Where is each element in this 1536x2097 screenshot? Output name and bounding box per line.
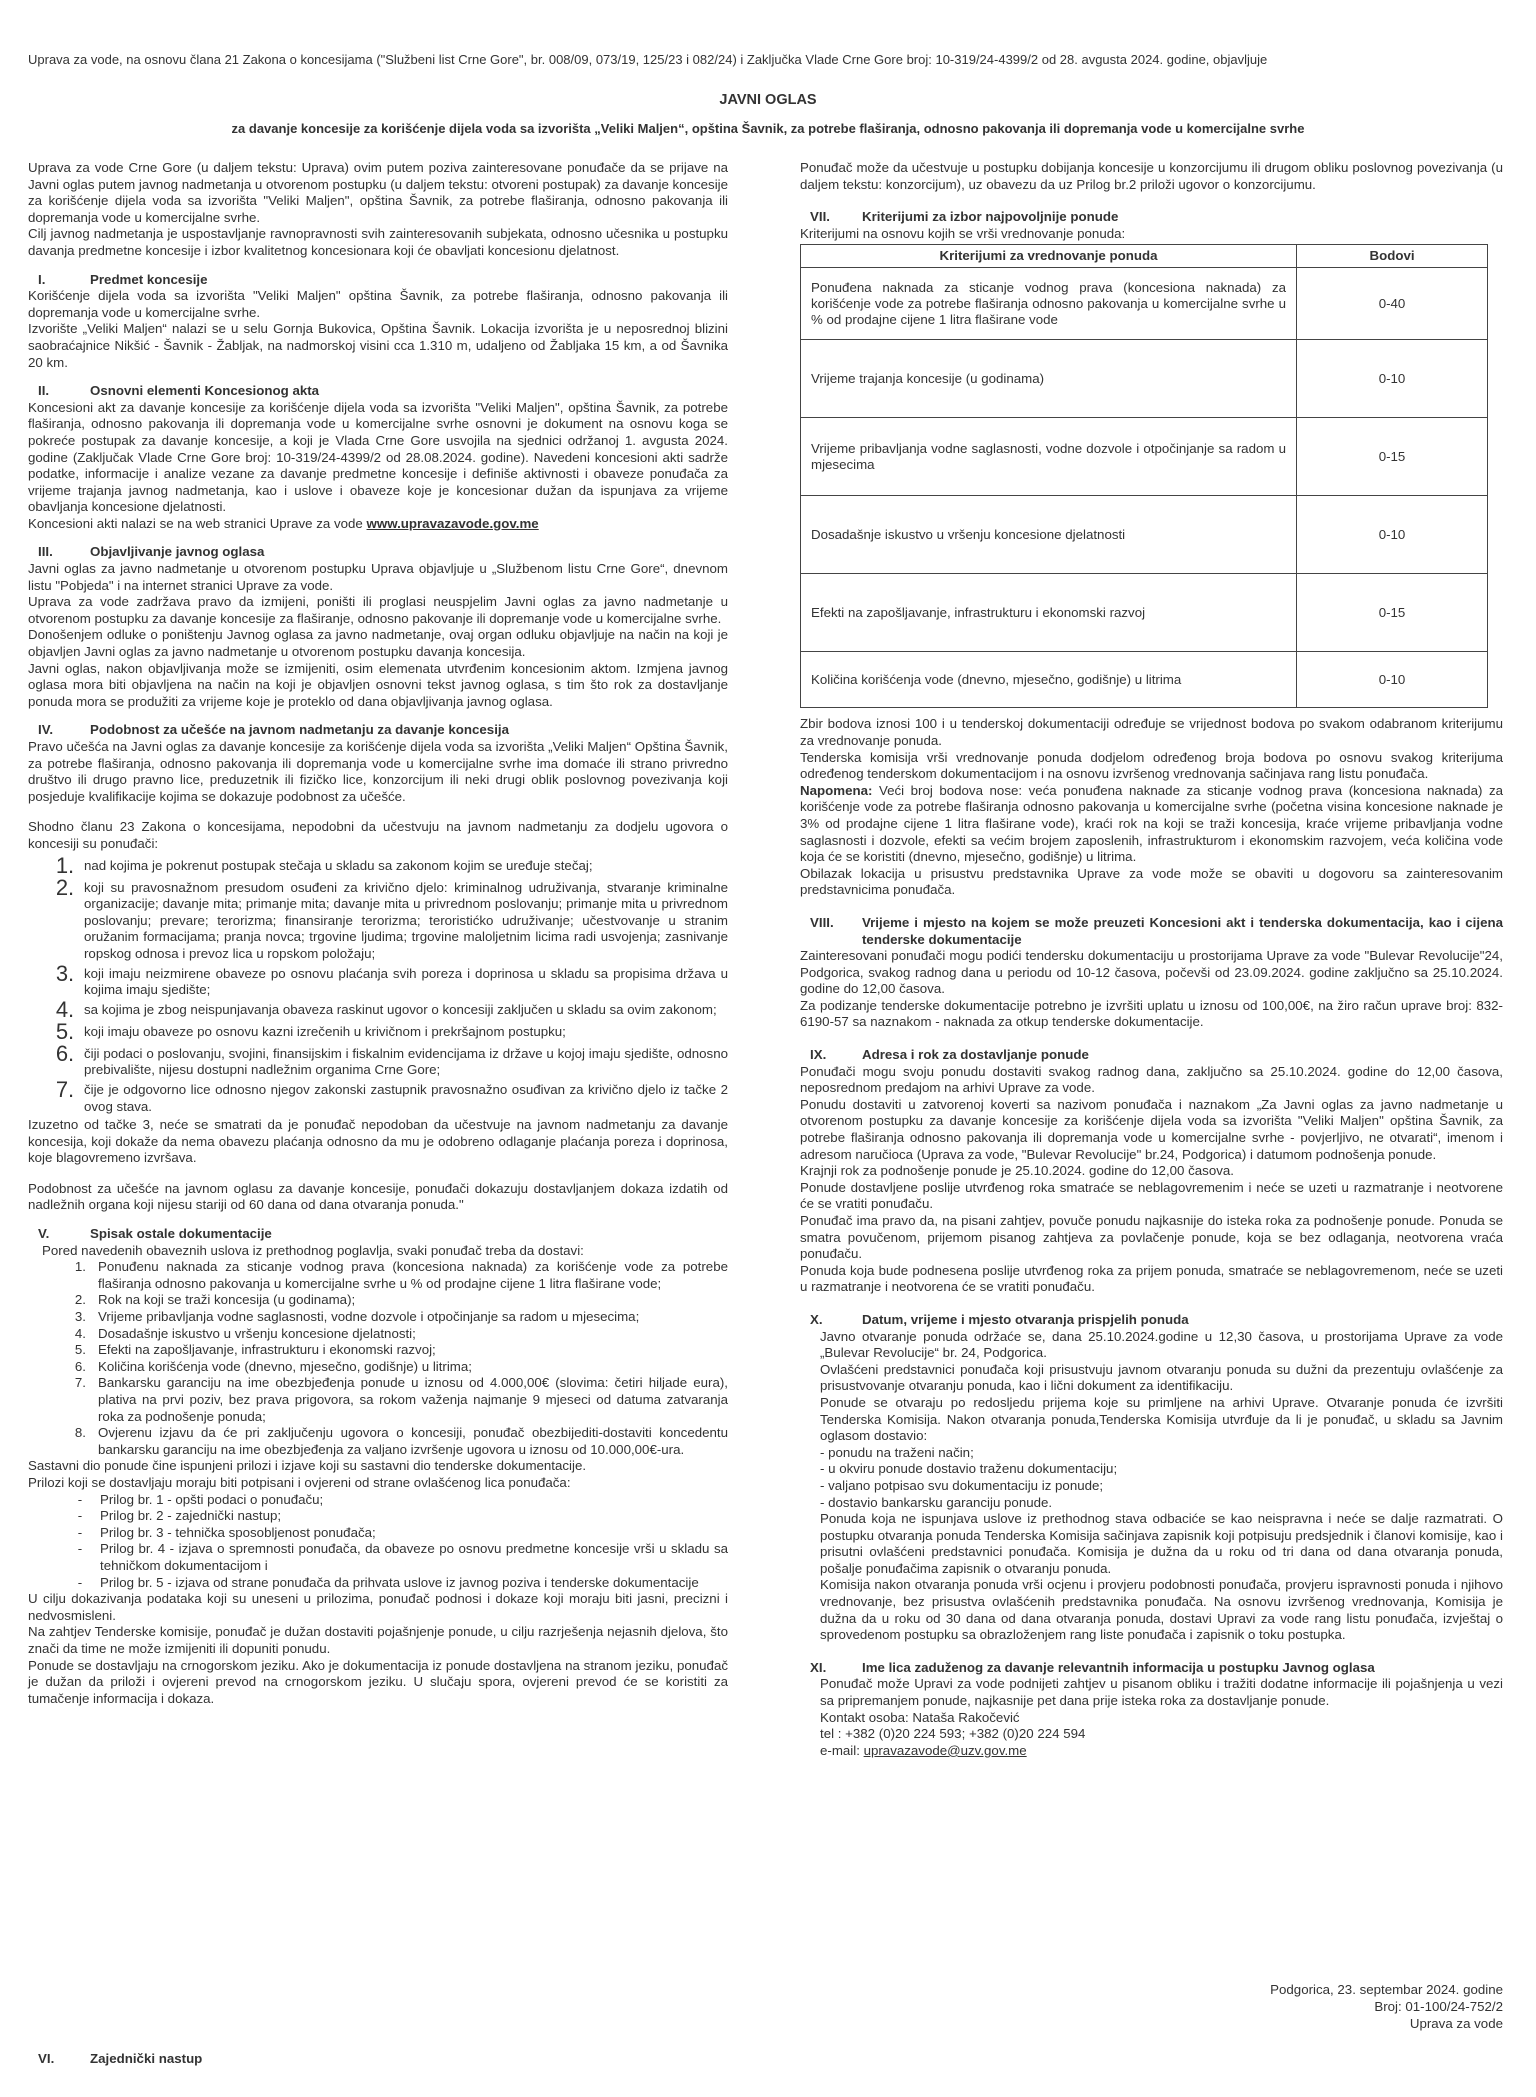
table-row bbox=[801, 496, 1488, 574]
list-item bbox=[28, 1575, 728, 1592]
paragraph: Uprava za vode Crne Gore (u daljem tekstu: Uprava) ovim putem poziva zainteresovane ponuđače da se prijave na Javni oglas putem javnog nadmetanja u otvorenom postupku (u daljem tekstu: otvoreni postupak) za davanje koncesije za korišćenje dijela voda sa izvorišta "Veliki Maljen", opština Šavnik, za potrebe flaširanja, odnosno pakovanja ili dopremanja vode u komercijalne svrhe. bbox=[28, 160, 728, 225]
item-number: 3. bbox=[55, 960, 75, 986]
section-title: Osnovni elementi Koncesionog akta bbox=[90, 383, 320, 399]
item-text: Prilog br. 1 - opšti podaci o ponuđaču; bbox=[100, 1491, 324, 1507]
paragraph: Ponuda koja bude podnesena poslije utvrđenog roka za prijem ponuda, smatraće se neblagovremenom, neće se uzeti u razmatranje i neotvorena će se vratiti ponuđaču. bbox=[800, 1262, 1503, 1295]
section-number: VII. bbox=[810, 209, 830, 225]
item-text: koji imaju obaveze po osnovu kazni izrečenih u krivičnom i prekršajnom postupku; bbox=[84, 1023, 566, 1039]
criteria-table bbox=[800, 244, 1488, 708]
section-number: IV. bbox=[38, 722, 54, 738]
paragraph: Tenderska komisija vrši vrednovanje ponuda dodjelom određenog broja bodova po osnovu svakog kriterijuma određenog tenderskom dokumentacijom i na osnovu izvršenog vrednovanja sačinjava rang listu ponuđača. bbox=[800, 749, 1503, 782]
criterion-cell: Vrijeme trajanja koncesije (u godinama) bbox=[801, 340, 1297, 418]
paragraph: Ponuđač može Upravi za vode podnijeti zahtjev u pisanom obliku i tražiti dodatne informacije ili pojašnjenja u vezi sa pripremanjem ponude, najkasnije pet dana prije isteka roka za dostavljanje ponude. bbox=[820, 1676, 1503, 1709]
paragraph: Ponudu dostaviti u zatvorenoj koverti sa nazivom ponuđača i naznakom „Za Javni oglas za javno nadmetanje u otvorenom postupku za davanje koncesije za korišćenje dijela voda sa izvorišta "Veliki Maljen" opština Šavnik, za potrebe flaširanja odnosno pakovanja ili dopremanja vode u komercijalne svrhe - povjerljivo, ne otvarati“, imenom i adresom naručioca (Uprava za vode, "Bulevar Revolucije" br.24, Podgorica) i datumom podnošenja ponude. bbox=[800, 1096, 1503, 1162]
paragraph: Za podizanje tenderske dokumentacije potrebno je izvršiti uplatu u iznosu od 100,00€, na žiro račun uprave broj: 832-6190-57 sa naznakom - naknada za otkup tenderske dokumentacije. bbox=[800, 997, 1503, 1030]
section-title: Datum, vrijeme i mjesto otvaranja prispjelih ponuda bbox=[862, 1311, 1189, 1327]
paragraph: Ponuda koja ne ispunjava uslove iz prethodnog stava odbaciće se kao neispravna i neće se dalje razmatrati. O postupku otvaranja ponuda Tenderska Komisija sačinjava zapisnik koji potpisuju predsjednik i članovi komisije, kao i prisutni ovlašćeni predstavnici ponuđača. Komisija je dužna da u roku od tri dana od dana otvaranja ponuda, pošalje ponuđačima zapisnik o otvaranju ponuda. bbox=[820, 1511, 1503, 1576]
item-text: Ponuđenu naknada za sticanje vodnog prava (koncesiona naknada) za korišćenje vode za potrebe flaširanja odnosno pakovanja u komercijalne svrhe u % od prodajne cijene 1 litra flaširane vode; bbox=[98, 1259, 728, 1291]
dash-marker: - bbox=[77, 1491, 83, 1507]
spacer bbox=[800, 708, 1503, 716]
intro-line: Uprava za vode, na osnovu člana 21 Zakona o koncesijama ("Službeni list Crne Gore", br. 008/09, 073/19, 125/23 i 082/24) i Zaključka Vlade Crne Gore broj: 10-319/24-4399/2 od 28. avgusta 2024. godine, objavljuje bbox=[28, 52, 1268, 67]
section-title: Objavljivanje javnog oglasa bbox=[90, 544, 265, 560]
paragraph-text: Koncesioni akti nalazi se na web stranici Uprave za vode bbox=[28, 515, 363, 531]
section-title: Predmet koncesije bbox=[90, 271, 208, 287]
item-number: 2. bbox=[74, 1292, 86, 1308]
documents-list bbox=[28, 1259, 728, 1458]
table-row bbox=[801, 268, 1488, 340]
item-text: sa kojima je zbog neispunjavanja obaveza raskinut ugovor o koncesiji zaključen u skladu sa ovim zakonom; bbox=[84, 1001, 717, 1017]
item-text: Bankarsku garanciju na ime obezbjeđenja ponude u iznosu od 4.000,00€ (slovima: četiri hiljade eura), plativa na prvi poziv, bez prava prigovora, sa rokom važenja najmanje 9 mjeseci od datuma zatvaranja roka za podnošenje ponuda; bbox=[98, 1375, 728, 1424]
section-heading-ii bbox=[28, 383, 728, 400]
bullet-item: - u okviru ponude dostavio traženu dokumentaciju; bbox=[820, 1461, 1118, 1477]
item-text: koji imaju neizmirene obaveze po osnovu plaćanja svih poreza i doprinosa u skladu sa propisima država u kojima imaju sjedište; bbox=[84, 965, 728, 998]
spacer bbox=[28, 1167, 728, 1181]
section-title: Spisak ostale dokumentacije bbox=[90, 1226, 272, 1242]
section-title: Podobnost za učešće na javnom nadmetanju za davanje koncesija bbox=[90, 722, 509, 738]
paragraph: Podobnost za učešće na javnom oglasu za davanje koncesije, ponuđači dokazuju dostavljanjem dokaza izdatih od nadležnih organa koji nijesu stariji od 60 dana od dana otvaranja ponuda." bbox=[28, 1180, 728, 1213]
points-cell: 0-15 bbox=[1297, 418, 1488, 496]
list-item bbox=[28, 1425, 728, 1458]
bullet-item: - dostavio bankarsku garanciju ponude. bbox=[820, 1494, 1053, 1510]
item-text: Prilog br. 3 - tehnička sposobljenost ponuđača; bbox=[100, 1524, 376, 1540]
paragraph: Uprava za vode zadržava pravo da izmijeni, poništi ili proglasi neuspjelim Javni oglas za javno nadmetanje u otvorenom postupku za davanje koncesije za flaširanje, odnosno pakovanje ili dopremanje vode u komercijalne svrhe. bbox=[28, 594, 728, 626]
paragraph: Kriterijumi na osnovu kojih se vrši vrednovanje ponuda: bbox=[800, 225, 1126, 241]
item-text: Prilog br. 2 - zajednički nastup; bbox=[100, 1508, 282, 1524]
dash-marker: - bbox=[77, 1508, 83, 1524]
list-item bbox=[28, 874, 728, 963]
section-heading-vi bbox=[28, 2051, 202, 2066]
section-heading-x bbox=[800, 1312, 1503, 1329]
item-text: Količina korišćenja vode (dnevno, mjesečno, godišnje) u litrima; bbox=[98, 1358, 472, 1374]
criterion-cell: Količina korišćenja vode (dnevno, mjesečno, godišnje) u litrima bbox=[801, 652, 1297, 708]
points-cell: 0-15 bbox=[1297, 574, 1488, 652]
item-number: 7. bbox=[74, 1375, 86, 1391]
points-cell: 0-40 bbox=[1297, 268, 1488, 340]
item-text: čije je odgovorno lice odnosno njegov zakonski zastupnik pravosnažno osuđivan za krivično djelo iz tačke 2 ovog stava. bbox=[84, 1081, 728, 1114]
paragraph: Shodno članu 23 Zakona o koncesijama, nepodobni da učestvuju na javnom nadmetanju za dodjelu ugovora o koncesiji su ponuđači: bbox=[28, 819, 728, 851]
section-number: V. bbox=[38, 1226, 50, 1242]
paragraph: Cilj javnog nadmetanja je uspostavljanje ravnopravnosti svih zainteresovanih subjekata, odnosno učesnika u postupku davanja predmetne koncesije i izbor kvalitetnog koncesionara koji će obavljati koncesionu djelatnost. bbox=[28, 226, 728, 258]
criterion-cell: Efekti na zapošljavanje, infrastrukturu i ekonomski razvoj bbox=[801, 574, 1297, 652]
item-number: 5. bbox=[55, 1018, 75, 1044]
item-number: 7. bbox=[55, 1076, 75, 1102]
item-text: čiji podaci o poslovanju, svojini, finansijskim i fiskalnim evidencijama iz države u kojoj imaju sjedište, odnosno prebivalište, nijesu dostupni nadležnim organima Crne Gore; bbox=[84, 1045, 728, 1078]
column-header-criteria: Kriterijumi za vrednovanje ponuda bbox=[801, 245, 1297, 268]
section-heading-viii bbox=[800, 915, 1503, 948]
list-item bbox=[28, 996, 728, 1022]
item-text: Efekti na zapošljavanje, infrastrukturu i ekonomski razvoj; bbox=[98, 1342, 436, 1358]
list-item bbox=[28, 1492, 728, 1509]
paragraph: Ponuđači mogu svoju ponudu dostaviti svakog radnog dana, zaključno sa 25.10.2024. godine do 12,00 časova, neposrednom predajom na arhivi Uprave za vode. bbox=[800, 1063, 1503, 1096]
criterion-cell: Vrijeme pribavljanja vodne saglasnosti, vodne dozvole i otpočinjanje sa radom u mjesecima bbox=[801, 418, 1297, 496]
bullet-item: - ponudu na traženi način; bbox=[820, 1444, 974, 1460]
paragraph bbox=[800, 783, 1503, 866]
list-item bbox=[28, 960, 728, 999]
section-number: II. bbox=[38, 383, 50, 399]
paragraph: Izvorište „Veliki Maljen“ nalazi se u selu Gornja Bukovica, Opština Šavnik. Lokacija izvorišta je u neposrednoj blizini saobraćajnice Nikšić - Šavnik - Žabljak, na nadmorskoj visini cca 1.310 m, udaljeno od Žabljaka 15 km, a od Šavnika 20 km. bbox=[28, 321, 728, 370]
item-number: 4. bbox=[55, 996, 75, 1022]
paragraph: Izuzetno od tačke 3, neće se smatrati da je ponuđač nepodoban da učestvuje na javnom nadmetanju za davanje koncesija, koji dokaže da nema obavezu plaćanja odnosno da mu je odobreno odlaganje plaćanja poreza i doprinosa, koje blagovremeno izvršava. bbox=[28, 1117, 728, 1166]
paragraph: Donošenjem odluke o poništenju Javnog oglasa za javno nadmetanje, ovaj organ odluku objavljuje na način na koji je objavljen Javni oglas za javno nadmetanje u otvorenom postupku davanja koncesija. bbox=[28, 627, 728, 660]
paragraph: Korišćenje dijela voda sa izvorišta "Veliki Maljen" opština Šavnik, za potrebe flaširanja, odnosno pakovanja ili dopremanja vode u komercijalne svrhe. bbox=[28, 288, 728, 320]
table-row bbox=[801, 340, 1488, 418]
section-body bbox=[800, 1676, 1503, 1759]
ineligibility-list bbox=[28, 852, 728, 1116]
list-item bbox=[28, 1375, 728, 1425]
email-label: e-mail: bbox=[820, 1742, 864, 1758]
reference-number: Broj: 01-100/24-752/2 bbox=[1374, 1999, 1503, 2014]
paragraph: Ponude se dostavljaju na crnogorskom jeziku. Ako je dokumentacija iz ponude dostavljena na stranom jeziku, ponuđač je dužan da priloži i ovjereni prevod na crnogorskom jeziku. U slučaju spora, ovjereni prevod će se koristiti za tumačenje informacija i dokaza. bbox=[28, 1657, 728, 1706]
item-text: Dosadašnje iskustvo u vršenju koncesione djelatnosti; bbox=[98, 1325, 416, 1341]
item-number: 6. bbox=[74, 1358, 86, 1374]
list-item bbox=[28, 1508, 728, 1525]
list-item bbox=[28, 1040, 728, 1079]
paragraph: Zainteresovani ponuđači mogu podići tendersku dokumentaciju u prostorijama Uprave za vode "Bulevar Revolucije"24, Podgorica, svakog radnog dana u periodu od 10-12 časova, počevši od 23.09.2024. godine zaključno sa 25.10.2024. godine do 12,00 časova. bbox=[800, 948, 1503, 997]
document-title: JAVNI OGLAS bbox=[719, 92, 817, 108]
website-link[interactable]: www.upravazavode.gov.me bbox=[366, 515, 539, 531]
note-label: Napomena: bbox=[800, 782, 873, 798]
section-heading-xi bbox=[800, 1660, 1503, 1677]
dash-marker: - bbox=[77, 1524, 83, 1540]
list-item bbox=[28, 1525, 728, 1542]
item-number: 4. bbox=[74, 1325, 86, 1341]
points-cell: 0-10 bbox=[1297, 340, 1488, 418]
table-row bbox=[801, 418, 1488, 496]
points-cell: 0-10 bbox=[1297, 496, 1488, 574]
section-title: Zajednički nastup bbox=[90, 2051, 203, 2066]
item-text: Prilog br. 5 - izjava od strane ponuđača da prihvata uslove iz javnog poziva i tenderske dokumentacije bbox=[100, 1574, 699, 1590]
criterion-cell: Dosadašnje iskustvo u vršenju koncesione djelatnosti bbox=[801, 496, 1297, 574]
dash-marker: - bbox=[77, 1574, 83, 1590]
right-column bbox=[800, 160, 1503, 1759]
place-date: Podgorica, 23. septembar 2024. godine bbox=[1270, 1982, 1503, 1997]
list-item bbox=[28, 1326, 728, 1343]
item-text: nad kojima je pokrenut postupak stečaja u skladu sa zakonom kojim se uređuje stečaj; bbox=[84, 857, 593, 873]
dash-marker: - bbox=[77, 1541, 83, 1557]
section-title: Ime lica zaduženog za davanje relevantnih informacija u postupku Javnog oglasa bbox=[862, 1659, 1375, 1675]
list-item bbox=[28, 1342, 728, 1359]
section-number: XI. bbox=[810, 1659, 827, 1675]
section-heading-vii bbox=[800, 209, 1503, 226]
list-item bbox=[28, 1018, 728, 1044]
contact-email-line bbox=[820, 1743, 1503, 1760]
item-number: 1. bbox=[55, 852, 75, 878]
item-text: Rok na koji se traži koncesija (u godinama); bbox=[98, 1292, 356, 1308]
section-title: Kriterijumi za izbor najpovoljnije ponude bbox=[862, 209, 1119, 225]
list-item bbox=[28, 1292, 728, 1309]
section-heading-v bbox=[28, 1226, 728, 1243]
section-number: VI. bbox=[38, 2051, 55, 2066]
item-number: 8. bbox=[74, 1425, 86, 1441]
list-item bbox=[28, 852, 728, 878]
paragraph: Ponude se otvaraju po redosljedu prijema koje su primljene na arhivi Uprave. Otvaranje ponuda će izvršiti Tenderska Komisija. Nakon otvaranja ponuda,Tenderska Komisija utvrđuje da li je ponuđač, u skladu sa Javnim oglasom dostavio: bbox=[820, 1394, 1503, 1444]
paragraph: Javno otvaranje ponuda održaće se, dana 25.10.2024.godine u 12,30 časova, u prostorijama Uprave za vode „Bulevar Revolucije“ br. 24, Podgorica. bbox=[820, 1328, 1503, 1361]
item-number: 6. bbox=[55, 1040, 75, 1066]
item-number: 2. bbox=[55, 874, 75, 900]
document-subtitle: za davanje koncesije za korišćenje dijela voda sa izvorišta „Veliki Maljen“, opština Šavnik, za potrebe flaširanja, odnosno pakovanja ili dopremanja vode u komercijalne svrhe bbox=[231, 121, 1305, 136]
note-text: Veći broj bodova nose: veća ponuđena naknade za sticanje vodnog prava (koncesiona naknada) za korišćenje vode za potrebe flaširanja odnosno pakovanja u komercijalne svrhe (početna visina koncesione naknade je 3% od prodajne cijene 1 litra flaširane vode), kraći rok na koji se traži koncesija, kraće vrijeme pribavljanja vodne saglasnosti i dozvole, efekti sa većim brojem zaposlenih, infrastrukturom i ekonomskim razvojem, veća količina vode koja će se koristiti (dnevno, mjesečno, godišnje) u litrima. bbox=[800, 782, 1503, 865]
paragraph: Komisija nakon otvaranja ponuda vrši ocjenu i provjeru podobnosti ponuđača, provjeru ispravnosti ponuda i njihovo vrednovanje, bez prisustva ovlašćenih predstavnika ponuđača. Na osnovu izvršenog vrednovanja, Komisija je dužna da u roku od 30 dana od dana otvaranja ponuda, dostavi Upravi za vode rang listu ponuđača, izvještaj o sprovedenom postupku sa obrazloženjem rang liste ponuđača i zapisnik o toku postupka. bbox=[820, 1577, 1503, 1643]
table-row bbox=[801, 652, 1488, 708]
contact-person: Kontakt osoba: Nataša Rakočević bbox=[820, 1709, 1020, 1725]
item-number: 1. bbox=[74, 1259, 86, 1275]
section-heading-iv bbox=[28, 722, 728, 739]
list-item bbox=[28, 1541, 728, 1574]
issuing-authority: Uprava za vode bbox=[1409, 2016, 1503, 2031]
paragraph: Ponuđač ima pravo da, na pisani zahtjev, povuče ponudu najkasnije do isteka roka za podnošenje ponude. Ponuda se smatra povučenom, prijemom pisanog zahtjeva za povlačenje ponude, koja se bez odlaganja, neotvorena vraća ponuđaču. bbox=[800, 1213, 1503, 1262]
paragraph: Ponude dostavljene poslije utvrđenog roka smatraće se neblagovremenim i neće se uzeti u razmatranje i neotvorene će se vratiti ponuđaču. bbox=[800, 1179, 1503, 1212]
table-header-row bbox=[801, 245, 1488, 268]
section-title: Adresa i rok za dostavljanje ponude bbox=[862, 1047, 1089, 1063]
paragraph: Obilazak lokacija u prisustvu predstavnika Uprave za vode može se obaviti u dogovoru sa zainteresovanim predstavnicima ponuđača. bbox=[800, 865, 1503, 898]
paragraph bbox=[28, 516, 728, 533]
section-number: IX. bbox=[810, 1047, 827, 1063]
attachments-list bbox=[28, 1492, 728, 1592]
paragraph: Pored navedenih obaveznih uslova iz prethodnog poglavlja, svaki ponuđač treba da dostavi: bbox=[42, 1242, 584, 1258]
table-row bbox=[801, 574, 1488, 652]
paragraph: Javni oglas, nakon objavljivanja može se izmijeniti, osim elemenata utvrđenim koncesionim aktom. Izmjena javnog oglasa mora biti objavljena na način na koji je objavljen osnovni tekst javnog oglasa, s tim što rok za dostavljanje ponuda mora se produžiti za vrijeme koje je proteklo od dana objavljivanja javnog oglasa. bbox=[28, 660, 728, 709]
section-body bbox=[800, 1329, 1503, 1644]
list-item bbox=[28, 1076, 728, 1115]
paragraph: Prilozi koji se dostavljaju moraju biti potpisani i ovjereni od strane ovlašćenog lica ponuđača: bbox=[28, 1474, 571, 1490]
paragraph: U cilju dokazivanja podataka koji su uneseni u prilozima, ponuđač podnosi i dokaze koji moraju biti jasni, precizni i nedvosmisleni. bbox=[28, 1591, 728, 1623]
spacer bbox=[28, 805, 728, 819]
contact-phone: tel : +382 (0)20 224 593; +382 (0)20 224 594 bbox=[820, 1726, 1086, 1742]
signature-block bbox=[1090, 1981, 1503, 2032]
section-number: VIII. bbox=[810, 914, 834, 930]
column-header-points: Bodovi bbox=[1297, 245, 1488, 268]
section-title: Vrijeme i mjesto na kojem se može preuzeti Koncesioni akt i tenderska dokumentacija, kao i cijena tenderske dokumentacije bbox=[862, 914, 1503, 947]
item-text: koji su pravosnažnom presudom osuđeni za krivično djelo: kriminalnog udruživanja, stvaranje kriminalne organizacije; davanje mita; primanje mita; davanje mita u privrednom poslovanju; primanje mita u privrednom poslovanju; prevare; terorizma; finansiranje terorizma; teroristićko udruživanje; učestvovanje u stranim oružanim formacijama; pranja novca; trgovine ljudima; trgovine maloljetnim licima radi usvojenja; zasnivanje ropskog odnosa i prevoz lica u ropskom položaju; bbox=[84, 879, 728, 961]
section-number: I. bbox=[38, 271, 46, 287]
bullet-item: - valjano potpisao svu dokumentaciju iz ponude; bbox=[820, 1477, 1104, 1493]
item-text: Prilog br. 4 - izjava o spremnosti ponuđača, da obaveze po osnovu predmetne koncesije vrši u skladu sa tehničkom dokumentacijom i bbox=[100, 1541, 728, 1573]
paragraph: Pravo učešća na Javni oglas za davanje koncesije za korišćenje dijela voda sa izvorišta „Veliki Maljen“ Opština Šavnik, za potrebe flaširanja, odnosno pakovanja ili dopremanja vode u komercijalne svrhe ima domaće ili strano privredno društvo ili drugo pravno lice, preduzetnik ili fizičko lice, konzorcijum ili neki drugi oblik poslovnog povezivanja koji posjeduje kvalifikacije kojima se dokazuje podobnost za učešće. bbox=[28, 739, 728, 804]
list-item bbox=[28, 1359, 728, 1376]
paragraph: Sastavni dio ponude čine ispunjeni prilozi i izjave koji su sastavni dio tenderske dokumentacije. bbox=[28, 1458, 587, 1474]
paragraph: Krajnji rok za podnošenje ponude je 25.10.2024. godine do 12,00 časova. bbox=[800, 1163, 1234, 1179]
left-column bbox=[28, 160, 728, 1707]
item-text: Vrijeme pribavljanja vodne saglasnosti, vodne dozvole i otpočinjanje sa radom u mjesecima; bbox=[98, 1309, 640, 1325]
section-heading-iii bbox=[28, 544, 728, 561]
email-link[interactable]: upravazavode@uzv.gov.me bbox=[863, 1742, 1027, 1758]
paragraph: Zbir bodova iznosi 100 i u tenderskoj dokumentaciji određuje se vrijednost bodova po svakom odabranom kriterijumu za vrednovanje ponuda. bbox=[800, 716, 1503, 748]
item-text: Ovjerenu izjavu da će pri zaključenju ugovora o koncesiji, ponuđač obezbijediti-dostaviti koncedentu bankarsku garanciju na ime obezbjeđenja za valjano izvršenje ugovora u iznosu od 10.000,00€-ura. bbox=[98, 1425, 728, 1457]
section-heading-i bbox=[28, 272, 728, 289]
paragraph: Ponuđač može da učestvuje u postupku dobijanja koncesije u konzorcijumu ili drugom obliku poslovnog povezivanja (u daljem tekstu: konzorcijum), uz obavezu da uz Prilog br.2 priloži ugovor o konzorcijumu. bbox=[800, 160, 1503, 192]
item-number: 3. bbox=[74, 1309, 86, 1325]
list-item bbox=[28, 1259, 728, 1292]
paragraph: Koncesioni akt za davanje koncesije za korišćenje dijela voda sa izvorišta "Veliki Maljen", opština Šavnik, za potrebe flaširanja, odnosno pakovanja ili dopremanja vode u komercijalne svrhe osnovni je dokument na osnovu koga se pokreće postupak za davanje koncesije, a koji je Vlada Crne Gore usvojila na sjednici održanoj 1. avgusta 2024. godine (Zaključak Vlade Crne Gore broj: 10-319/24-4399/2 od 28.08.2024. godine). Navedeni koncesioni akti sadrže podatke, informacije i analize vezane za davanje predmetne koncesije i definiše aktivnosti i obaveze ponuđača za vrijeme trajanja javnog nadmetanja, kao i uslove i obaveze koje je koncesionar dužan da ispunjava za vrijeme obavljanja koncesione djelatnosti. bbox=[28, 399, 728, 515]
section-number: X. bbox=[810, 1311, 823, 1327]
section-heading-ix bbox=[800, 1047, 1503, 1064]
points-cell: 0-10 bbox=[1297, 652, 1488, 708]
item-number: 5. bbox=[74, 1342, 86, 1358]
criterion-cell: Ponuđena naknada za sticanje vodnog prava (koncesiona naknada) za korišćenje vode za potrebe flaširanja odnosno pakovanja u komercijalne svrhe u % od prodajne cijene 1 litra flaširane vode bbox=[801, 268, 1297, 340]
list-item bbox=[28, 1309, 728, 1326]
paragraph: Na zahtjev Tenderske komisije, ponuđač je dužan dostaviti pojašnjenje ponude, u cilju razrješenja nejasnih djelova, što znači da time ne može izmijeniti ili dopuniti ponudu. bbox=[28, 1624, 728, 1656]
paragraph: Ovlašćeni predstavnici ponuđača koji prisustvuju javnom otvaranju ponuda su dužni da prezentuju ovlašćenje za prisustvovanje otvaranju ponuda, kao i lični dokument za identifikaciju. bbox=[820, 1361, 1503, 1394]
section-number: III. bbox=[38, 544, 53, 560]
paragraph: Javni oglas za javno nadmetanje u otvorenom postupku Uprava objavljuje u „Službenom listu Crne Gore“, dnevnom listu "Pobjeda" i na internet stranici Uprave za vode. bbox=[28, 561, 728, 593]
